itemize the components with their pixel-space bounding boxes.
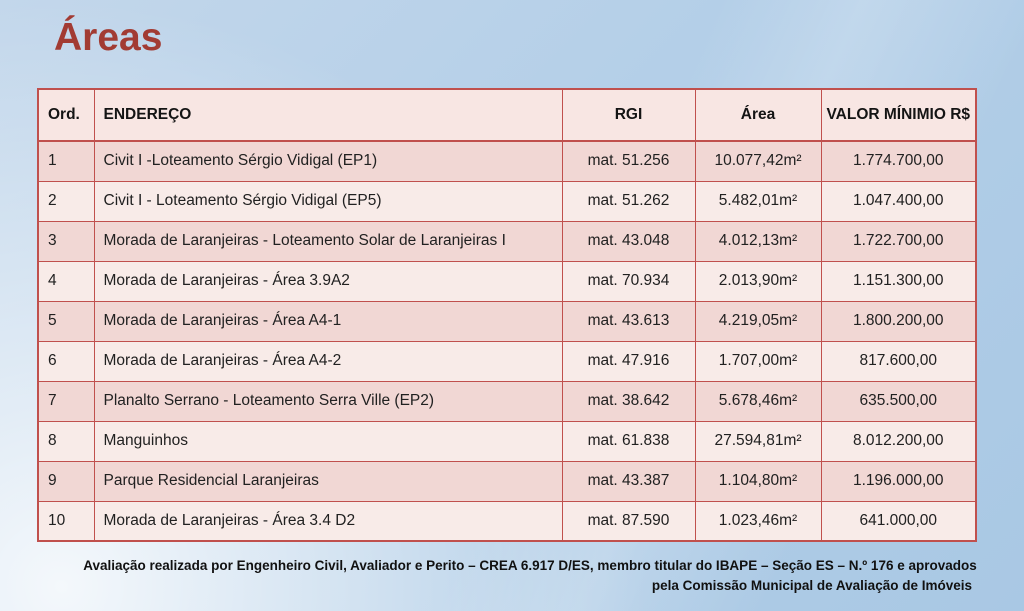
cell-rgi: mat. 51.256 [562, 141, 695, 181]
cell-rgi: mat. 70.934 [562, 261, 695, 301]
table-header-row [38, 89, 976, 141]
cell-rgi: mat. 43.613 [562, 301, 695, 341]
table-body [38, 141, 976, 541]
cell-endereco: Morada de Laranjeiras - Área A4-2 [94, 341, 562, 381]
cell-ord: 1 [38, 141, 94, 181]
cell-ord: 10 [38, 501, 94, 541]
cell-endereco: Morada de Laranjeiras - Área A4-1 [94, 301, 562, 341]
table-row [38, 501, 976, 541]
column-header-area: Área [695, 89, 821, 141]
areas-table [37, 88, 977, 542]
cell-rgi: mat. 38.642 [562, 381, 695, 421]
cell-area: 10.077,42m² [695, 141, 821, 181]
footer-line-1: Avaliação realizada por Engenheiro Civil, Avaliador e Perito – CREA 6.917 D/ES, membro titular do IBAPE – Seção ES – N.º 176 e aprovados [83, 558, 977, 573]
cell-area: 1.023,46m² [695, 501, 821, 541]
cell-valor: 1.196.000,00 [821, 461, 976, 501]
cell-rgi: mat. 43.048 [562, 221, 695, 261]
cell-endereco: Parque Residencial Laranjeiras [94, 461, 562, 501]
table-row [38, 421, 976, 461]
table-row [38, 221, 976, 261]
cell-ord: 3 [38, 221, 94, 261]
table-row [38, 141, 976, 181]
cell-endereco: Manguinhos [94, 421, 562, 461]
table-row [38, 381, 976, 421]
cell-area: 1.104,80m² [695, 461, 821, 501]
cell-valor: 1.800.200,00 [821, 301, 976, 341]
cell-endereco: Morada de Laranjeiras - Área 3.9A2 [94, 261, 562, 301]
cell-endereco: Civit I - Loteamento Sérgio Vidigal (EP5) [94, 181, 562, 221]
cell-area: 5.482,01m² [695, 181, 821, 221]
cell-ord: 2 [38, 181, 94, 221]
cell-rgi: mat. 87.590 [562, 501, 695, 541]
cell-ord: 7 [38, 381, 94, 421]
column-header-rgi: RGI [562, 89, 695, 141]
page-title: Áreas [54, 16, 163, 59]
table-row [38, 341, 976, 381]
cell-valor: 635.500,00 [821, 381, 976, 421]
cell-rgi: mat. 61.838 [562, 421, 695, 461]
cell-valor: 817.600,00 [821, 341, 976, 381]
cell-area: 5.678,46m² [695, 381, 821, 421]
table-header [38, 89, 976, 141]
cell-ord: 6 [38, 341, 94, 381]
cell-rgi: mat. 51.262 [562, 181, 695, 221]
cell-valor: 1.722.700,00 [821, 221, 976, 261]
column-header-valor: VALOR MÍNIMIO R$ [821, 89, 976, 141]
footer-line-2: pela Comissão Municipal de Avaliação de Imóveis [651, 577, 972, 593]
cell-ord: 9 [38, 461, 94, 501]
column-header-ord: Ord. [38, 89, 94, 141]
cell-area: 1.707,00m² [695, 341, 821, 381]
cell-endereco: Morada de Laranjeiras - Área 3.4 D2 [94, 501, 562, 541]
cell-valor: 8.012.200,00 [821, 421, 976, 461]
column-header-endereco: ENDEREÇO [94, 89, 562, 141]
table-row [38, 301, 976, 341]
table-row [38, 181, 976, 221]
cell-valor: 1.047.400,00 [821, 181, 976, 221]
cell-area: 4.012,13m² [695, 221, 821, 261]
cell-valor: 1.151.300,00 [821, 261, 976, 301]
cell-area: 27.594,81m² [695, 421, 821, 461]
cell-endereco: Morada de Laranjeiras - Loteamento Solar de Laranjeiras I [94, 221, 562, 261]
table-row [38, 461, 976, 501]
cell-area: 2.013,90m² [695, 261, 821, 301]
table-row [38, 261, 976, 301]
cell-rgi: mat. 47.916 [562, 341, 695, 381]
cell-area: 4.219,05m² [695, 301, 821, 341]
cell-endereco: Civit I -Loteamento Sérgio Vidigal (EP1) [94, 141, 562, 181]
cell-ord: 5 [38, 301, 94, 341]
cell-endereco: Planalto Serrano - Loteamento Serra Ville (EP2) [94, 381, 562, 421]
footer-note [0, 556, 1024, 595]
cell-ord: 4 [38, 261, 94, 301]
cell-valor: 641.000,00 [821, 501, 976, 541]
cell-ord: 8 [38, 421, 94, 461]
cell-rgi: mat. 43.387 [562, 461, 695, 501]
cell-valor: 1.774.700,00 [821, 141, 976, 181]
